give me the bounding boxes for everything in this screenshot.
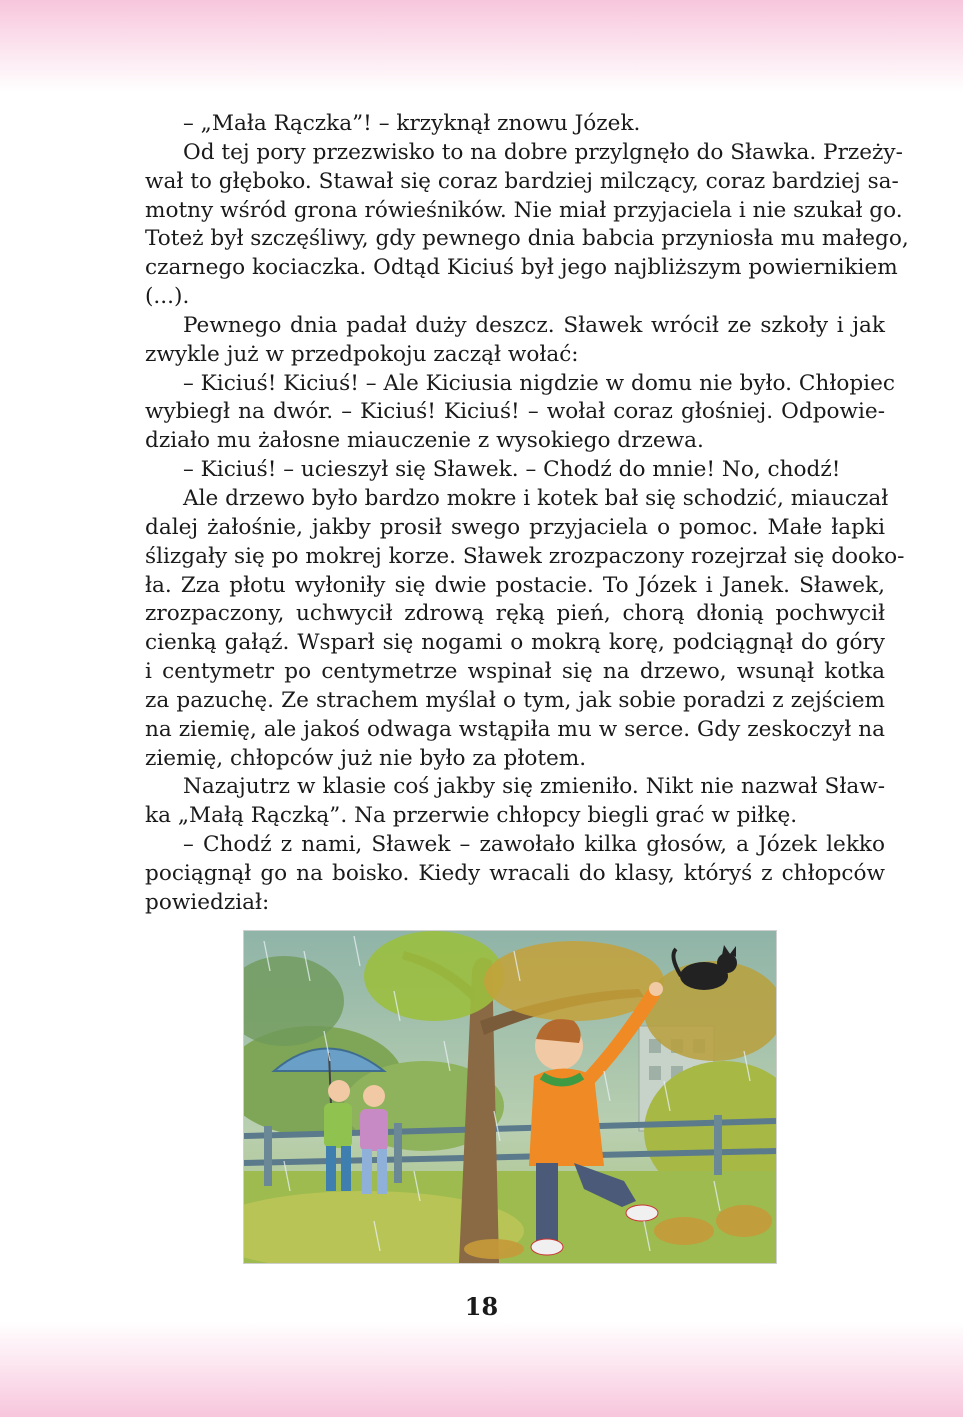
text-line: ślizgały się po mokrej korze. Sławek zrozpaczony rozejrzał się dooko-	[145, 543, 905, 569]
story-illustration	[243, 930, 777, 1264]
text-line: ziemię, chłopców już nie było za płotem.	[145, 745, 587, 771]
bottom-decorative-band	[0, 1322, 963, 1417]
text-line: Ale drzewo było bardzo mokre i kotek bał się schodzić, miauczał	[183, 485, 889, 511]
text-line: wał to głęboko. Stawał się coraz bardziej milczący, coraz bardziej sa-	[145, 168, 899, 194]
text-line: (...).	[145, 284, 190, 310]
text-line: zwykle już w przedpokoju zaczął wołać:	[145, 341, 579, 367]
text-line: za pazuchę. Ze strachem myślał o tym, jak sobie poradzi z zejściem	[145, 687, 885, 713]
text-line: motny wśród grona rówieśników. Nie miał przyjaciela i nie szukał go.	[145, 197, 903, 223]
text-line: cienką gałąź. Wsparł się nogami o mokrą korę, podciągnął do góry	[145, 630, 885, 656]
text-line: – Kiciuś! – ucieszył się Sławek. – Chodź do mnie! No, chodź!	[183, 457, 841, 483]
text-line: ła. Zza płotu wyłoniły się dwie postacie. To Józek i Janek. Sławek,	[145, 572, 885, 598]
text-line: Pewnego dnia padał duży deszcz. Sławek wrócił ze szkoły i jak	[183, 312, 885, 338]
top-decorative-band	[0, 0, 963, 92]
story-text	[145, 110, 909, 918]
page-number: 18	[464, 1292, 499, 1321]
text-line: zrozpaczony, uchwycił zdrową ręką pień, chorą dłonią pochwycił	[145, 601, 885, 627]
text-line: powiedział:	[145, 889, 270, 915]
text-line: Nazajutrz w klasie coś jakby się zmieniło. Nikt nie nazwał Sław-	[183, 774, 885, 800]
text-line: działo mu żałosne miauczenie z wysokiego drzewa.	[145, 428, 704, 454]
text-line: dalej żałośnie, jakby prosił swego przyjaciela o pomoc. Małe łapki	[145, 514, 885, 540]
text-line: na ziemię, ale jakoś odwaga wstąpiła mu w serce. Gdy zeskoczył na	[145, 716, 885, 742]
text-line: wybiegł na dwór. – Kiciuś! Kiciuś! – wołał coraz głośniej. Odpowie-	[145, 399, 885, 425]
text-line: czarnego kociaczka. Odtąd Kiciuś był jego najbliższym powiernikiem	[145, 255, 898, 281]
text-line: pociągnął go na boisko. Kiedy wracali do klasy, któryś z chłopców	[145, 860, 885, 886]
text-line: Toteż był szczęśliwy, gdy pewnego dnia babcia przyniosła mu małego,	[145, 226, 909, 252]
text-line: Od tej pory przezwisko to na dobre przylgnęło do Sławka. Przeży-	[183, 139, 903, 165]
text-line: – Kiciuś! Kiciuś! – Ale Kiciusia nigdzie w domu nie było. Chłopiec	[183, 370, 895, 396]
text-line: – „Mała Rączka”! – krzyknął znowu Józek.	[183, 111, 641, 136]
text-line: – Chodź z nami, Sławek – zawołało kilka głosów, a Józek lekko	[183, 832, 885, 858]
text-line: ka „Małą Rączką”. Na przerwie chłopcy biegli grać w piłkę.	[145, 803, 798, 829]
text-line: i centymetr po centymetrze wspinał się na drzewo, wsunął kotka	[145, 659, 885, 685]
